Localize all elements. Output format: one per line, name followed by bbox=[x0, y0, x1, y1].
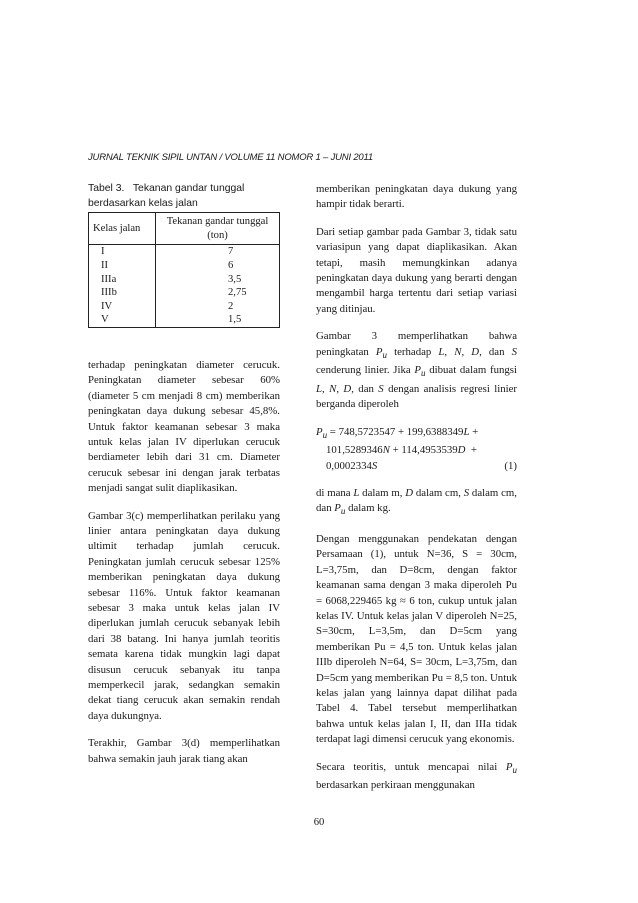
var-symbol: P bbox=[375, 345, 383, 358]
regression-equation bbox=[316, 425, 517, 474]
cell-kelas: IV bbox=[89, 300, 156, 314]
text-run: di mana bbox=[316, 486, 354, 499]
var-l: L bbox=[438, 345, 445, 358]
cell-tekanan: 1,5 bbox=[156, 313, 280, 327]
var-d: D bbox=[405, 486, 414, 499]
cell-kelas: V bbox=[89, 313, 156, 327]
var-subscript: u bbox=[322, 429, 328, 440]
header-tekanan-line2: (ton) bbox=[207, 229, 228, 241]
var-s: S bbox=[463, 486, 470, 499]
right-paragraph-6 bbox=[316, 760, 517, 794]
text-run: dalam cm, bbox=[413, 486, 464, 499]
text-run: 0,0002334 bbox=[326, 459, 372, 472]
table-caption-line1: Tabel 3. Tekanan gandar tunggal bbox=[88, 183, 245, 194]
var-s: S bbox=[511, 345, 518, 358]
cell-tekanan: 7 bbox=[156, 245, 280, 259]
var-pu bbox=[316, 426, 327, 438]
text-run: , bbox=[322, 382, 330, 395]
left-column bbox=[88, 182, 280, 779]
var-n: N bbox=[454, 345, 462, 358]
equation-line-2 bbox=[316, 443, 517, 458]
var-s: S bbox=[378, 382, 384, 395]
var-subscript: u bbox=[382, 349, 387, 360]
var-l: L bbox=[463, 425, 470, 438]
right-paragraph-4 bbox=[316, 486, 517, 520]
left-paragraph-3: Terakhir, Gambar 3(d) memperlihatkan bahwa semakin jauh jarak tiang akan bbox=[88, 737, 280, 765]
cell-tekanan: 3,5 bbox=[156, 273, 280, 287]
equation-line-3 bbox=[316, 459, 517, 474]
right-paragraph-5: Dengan menggunakan pendekatan dengan Persamaan (1), untuk N=36, S = 30cm, L=3,75m, dan D=8cm, dengan faktor keamanan sama dengan 3 maka diperoleh Pu = 6068,229465 kg ≈ 6 ton, cukup untuk jalan kelas IV. Untuk kelas jalan V diperoleh N=25, S=30cm, L=3,5m, dan D=5cm yang memberikan Pu = 4,5 ton. Untuk kelas jalan IIIb diperoleh N=64, S= 30cm, L=3,75m, dan D=5cm yang memberikan Pu = 8,5 ton. Untuk kelas jalan yang lainnya dapat dilihat pada Tabel 4. Tabel tersebut memperlihatkan bahwa untuk kelas jalan I, II, dan IIIa tidak terdapat lagi dimensi cerucuk yang ekonomis. bbox=[316, 532, 517, 746]
text-run: berdasarkan perkiraan menggunakan bbox=[316, 779, 475, 792]
var-pu bbox=[334, 502, 346, 517]
axle-load-table bbox=[88, 212, 280, 328]
table-row bbox=[89, 286, 280, 300]
text-run: dibuat dalam fungsi bbox=[425, 364, 517, 377]
var-d: D bbox=[343, 382, 352, 395]
right-paragraph-3 bbox=[316, 329, 517, 412]
text-run: 101,5289346 bbox=[326, 444, 383, 457]
text-run: dalam kg. bbox=[345, 502, 391, 515]
var-d: D bbox=[457, 444, 466, 457]
cell-kelas: I bbox=[89, 245, 156, 259]
header-tekanan bbox=[156, 213, 280, 245]
table-row bbox=[89, 259, 280, 273]
table-header-row bbox=[89, 213, 280, 245]
text-run: , bbox=[336, 382, 344, 395]
var-pu bbox=[414, 364, 426, 379]
cell-kelas: IIIb bbox=[89, 286, 156, 300]
text-run: + bbox=[469, 425, 479, 438]
equation-number: (1) bbox=[504, 459, 517, 472]
text-run: cenderung linier. Jika bbox=[316, 364, 415, 377]
cell-tekanan: 2 bbox=[156, 300, 280, 314]
var-l: L bbox=[353, 486, 360, 499]
text-run: Gambar 3 memperlihatkan bahwa peningkatan bbox=[316, 330, 517, 358]
text-run: terhadap bbox=[387, 345, 439, 358]
var-n: N bbox=[329, 382, 337, 395]
text-run: , dan bbox=[351, 382, 379, 395]
text-run: + 114,4953539 bbox=[389, 444, 458, 457]
header-kelas-jalan: Kelas jalan bbox=[89, 213, 156, 245]
var-s: S bbox=[371, 459, 378, 472]
table-caption bbox=[88, 182, 280, 211]
var-subscript: u bbox=[340, 506, 346, 517]
var-l: L bbox=[316, 382, 323, 395]
text-run: Secara teoritis, untuk mencapai nilai bbox=[316, 760, 506, 773]
left-paragraph-1: terhadap peningkatan diameter cerucuk. Peningkatan diameter sebesar 60% (diameter 5 cm menjadi 8 cm) memberikan peningkatan daya dukung sebesar 45,8%. Untuk faktor keamanan sebesar 3 maka untuk kelas jalan IV diperlukan cerucuk berdiameter lebih dari 31 cm. Diameter cerucuk sebesar ini dengan jarak terbatas menjadi sangat sulit diaplikasikan. bbox=[88, 358, 280, 495]
text-run: dalam m, bbox=[359, 486, 406, 499]
right-paragraph-1: memberikan peningkatan daya dukung yang hampir tidak berarti. bbox=[316, 183, 517, 211]
page-number: 60 bbox=[313, 817, 325, 828]
var-symbol: P bbox=[334, 502, 341, 515]
text-run: + bbox=[465, 444, 477, 457]
cell-tekanan: 2,75 bbox=[156, 286, 280, 300]
table-row bbox=[89, 273, 280, 287]
var-symbol: P bbox=[414, 364, 421, 377]
var-subscript: u bbox=[512, 764, 517, 775]
journal-header: JURNAL TEKNIK SIPIL UNTAN / VOLUME 11 NOMOR 1 – JUNI 2011 bbox=[88, 152, 373, 163]
var-pu bbox=[506, 761, 517, 773]
header-tekanan-line1: Tekanan gandar tunggal bbox=[166, 216, 269, 228]
var-d: D bbox=[471, 345, 480, 358]
var-n: N bbox=[382, 444, 390, 457]
var-subscript: u bbox=[421, 368, 426, 379]
var-symbol: P bbox=[505, 760, 513, 773]
text-run: dengan analisis regresi linier berganda diperoleh bbox=[316, 382, 517, 411]
cell-tekanan: 6 bbox=[156, 259, 280, 273]
text-run: , bbox=[461, 345, 472, 358]
text-run: , dan bbox=[479, 345, 512, 358]
var-symbol: P bbox=[316, 425, 323, 438]
table-row bbox=[89, 300, 280, 314]
cell-kelas: II bbox=[89, 259, 156, 273]
cell-kelas: IIIa bbox=[89, 273, 156, 287]
right-paragraph-2: Dari setiap gambar pada Gambar 3, tidak satu variasipun yang dapat diaplikasikan. Akan tetapi, masih memungkinkan adanya peningkatan daya dukung yang berarti dengan mengambil harga tertentu dari setiap variasi yang ditinjau. bbox=[316, 225, 517, 315]
text-run: , bbox=[444, 345, 455, 358]
table-caption-line2: berdasarkan kelas jalan bbox=[88, 197, 198, 209]
text-run: = 748,5723547 + 199,6388349 bbox=[327, 425, 464, 438]
var-pu bbox=[376, 346, 387, 358]
table-row bbox=[89, 245, 280, 259]
right-column bbox=[316, 182, 517, 806]
left-paragraph-2: Gambar 3(c) memperlihatkan perilaku yang linier antara peningkatan daya dukung ultimit terhadap jumlah cerucuk. Peningkatan jumlah cerucuk sebesar 125% memberikan peningkatan daya dukung sebesar 116%. Untuk faktor keamanan sebesar 3 maka untuk kelas jalan IV diperlukan jumlah cerucuk sebanyak lebih dari 38 batang. Ini hanya jumlah teoritis semata karena tidak mungkin lagi dapat disusun cerucuk sebanyak itu tanpa memperkecil jarak, sedangkan semakin dekat tiang cerucuk akan semakin rendah daya dukungnya. bbox=[88, 509, 280, 722]
equation-line-1 bbox=[316, 425, 517, 444]
table-row bbox=[89, 313, 280, 327]
text-run: dalam cm, dan bbox=[316, 486, 517, 515]
